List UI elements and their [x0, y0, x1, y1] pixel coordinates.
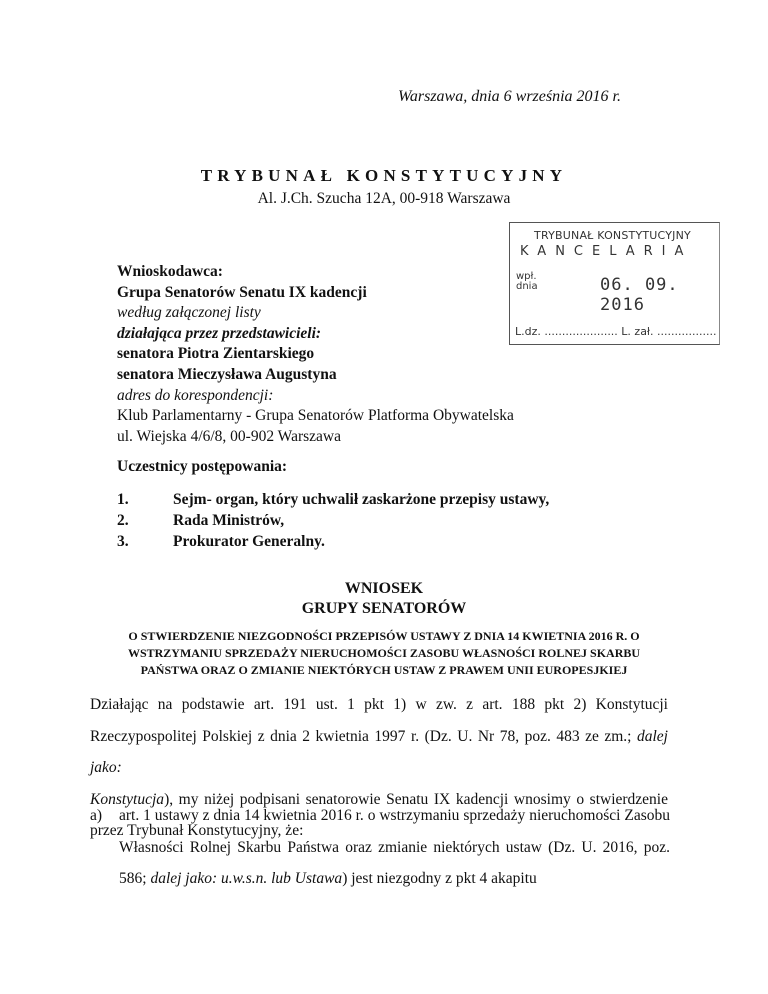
stamp-received-label-2: dnia — [516, 281, 538, 292]
applicant-per-list: według załączonej listy — [117, 304, 261, 322]
stamp-subtitle: KANCELARIA — [520, 244, 693, 259]
claim-text: ) jest niezgodny z pkt 4 akapitu — [342, 870, 537, 888]
applicant-group: Grupa Senatorów Senatu IX kadencji — [117, 283, 367, 301]
applicant-block — [117, 262, 514, 447]
registry-stamp — [509, 222, 720, 345]
list-item-text: Rada Ministrów, — [173, 511, 285, 529]
list-item-number: 2. — [117, 511, 129, 529]
stamp-received-label-1: wpł. — [516, 271, 537, 282]
paragraph-line — [90, 721, 668, 784]
stamp-title: TRYBUNAŁ KONSTYTUCYJNY — [534, 229, 691, 242]
claim-italic: dalej jako: u.w.s.n. lub Ustawa — [150, 870, 343, 888]
participants-heading: Uczestnicy postępowania: — [117, 458, 288, 475]
applicant-heading: Wnioskodawca: — [117, 263, 223, 280]
paragraph-italic: dalej jako: — [90, 727, 668, 777]
paragraph-text: Rzeczypospolitej Polskiej z dnia 2 kwietnia 1997 r. (Dz. U. Nr 78, poz. 483 ze zm.; — [90, 727, 637, 745]
court-address: Al. J.Ch. Szucha 12A, 00-918 Warszawa — [257, 190, 511, 207]
paragraph-line: Działając na podstawie art. 191 ust. 1 pkt 1) w zw. z art. 188 pkt 2) Konstytucji — [90, 696, 668, 713]
motion-subtitle-line-1: O STWIERDZENIE NIEZGODNOŚCI PRZEPISÓW USTAWY Z DNIA 14 KWIETNIA 2016 R. O — [128, 629, 640, 643]
claim-line: art. 1 ustawy z dnia 14 kwietnia 2016 r. o wstrzymaniu sprzedaży nieruchomości Zasobu — [119, 807, 670, 824]
stamp-received-date: 06. 09. 2016 — [600, 275, 679, 315]
motion-title-line-2: GRUPY SENATORÓW — [301, 600, 467, 617]
applicant-address-street: ul. Wiejska 4/6/8, 00-902 Warszawa — [117, 427, 341, 445]
claim-item-marker: a) — [90, 807, 103, 824]
paragraph-text: ), my niżej podpisani senatorowie Senatu IX kadencji wnosimy o stwierdzenie — [164, 790, 668, 808]
list-item — [117, 490, 549, 511]
claim-item-text — [119, 800, 670, 895]
applicant-address-org: Klub Parlamentarny - Grupa Senatorów Platforma Obywatelska — [117, 407, 514, 425]
applicant-address-label: adres do korespondencji: — [117, 386, 274, 404]
motion-subtitle-line-2: WSTRZYMANIU SPRZEDAŻY NIERUCHOMOŚCI ZASOBU WŁASNOŚCI ROLNEJ SKARBU — [127, 646, 641, 660]
date-line: Warszawa, dnia 6 września 2016 r. — [398, 88, 622, 105]
motion-subtitle — [90, 628, 678, 679]
motion-subtitle-line-3: PAŃSTWA ORAZ O ZMIANIE NIEKTÓRYCH USTAW Z PRAWEM UNII EUROPESJKIEJ — [140, 663, 628, 677]
applicant-rep-1: senatora Piotra Zientarskiego — [117, 345, 315, 363]
motion-title — [0, 579, 768, 619]
claim-text: 586; — [119, 870, 151, 888]
court-name: TRYBUNAŁ KONSTYTUCYJNY — [200, 166, 568, 185]
list-item — [117, 532, 549, 553]
claim-line: Własności Rolnej Skarbu Państwa oraz zmianie niektórych ustaw (Dz. U. 2016, poz. — [119, 838, 670, 856]
stamp-received-label — [516, 272, 546, 292]
paragraph-italic: Konstytucja — [90, 790, 165, 808]
paragraph-line: przez Trybunał Konstytucyjny, że: — [90, 822, 304, 840]
list-item-text: Prokurator Generalny. — [173, 532, 325, 550]
stamp-registry-line: L.dz. ..................... L. zał. ................. — [515, 325, 717, 338]
applicant-acting-via: działająca przez przedstawicieli: — [117, 324, 322, 342]
list-item — [117, 511, 549, 532]
claim-line — [119, 863, 670, 895]
motion-title-line-1: WNIOSEK — [344, 580, 424, 597]
participants-list — [117, 490, 549, 552]
list-item-number: 3. — [117, 532, 129, 550]
applicant-rep-2: senatora Mieczysława Augustyna — [117, 365, 337, 383]
list-item-number: 1. — [117, 491, 129, 508]
list-item-text: Sejm- organ, który uchwalił zaskarżone przepisy ustawy, — [173, 491, 550, 508]
